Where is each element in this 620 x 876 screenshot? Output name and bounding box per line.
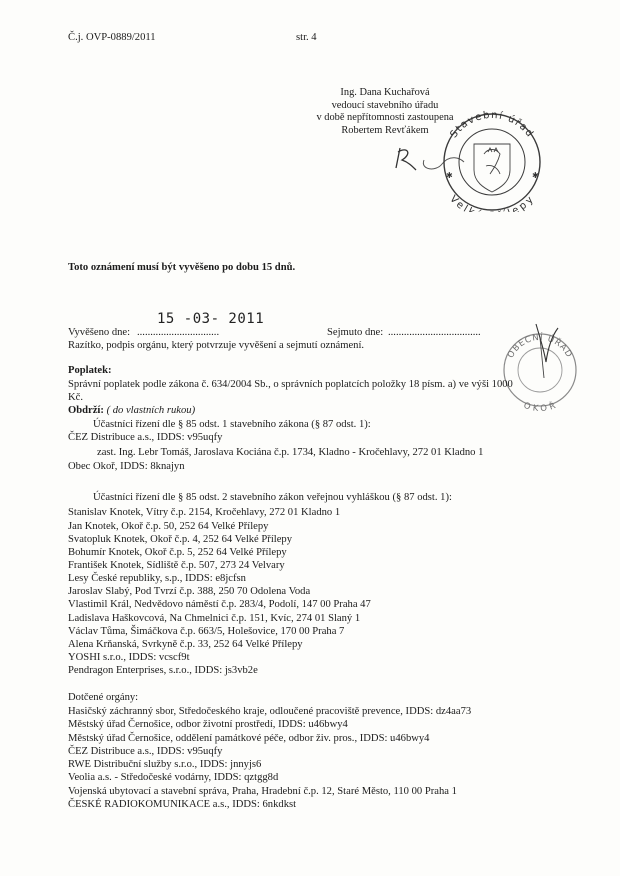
svg-text:✱: ✱: [446, 171, 453, 180]
group3-item: Hasičský záchranný sbor, Středočeského kraje, odloučené pracoviště prevence, IDDS: dz4aa73: [68, 706, 472, 717]
stamp-top-ring-text: Stavební úřad: [448, 109, 536, 141]
group2-item: Svatopluk Knotek, Okoř č.p. 4, 252 64 Velké Přílepy: [68, 534, 293, 545]
group2-item: Pendragon Enterprises, s.r.o., IDDS: js3vb2e: [68, 665, 258, 676]
group2-item: Ladislava Haškovcová, Na Chmelnici č.p. 151, Kvíc, 274 01 Slaný 1: [68, 613, 361, 624]
group3-item: Veolia a.s. - Středočeské vodárny, IDDS: qztgg8d: [68, 772, 279, 783]
group2-title: Účastníci řízení dle § 85 odst. 2 stavebního zákon veřejnou vyhláškou (§ 87 odst. 1):: [93, 492, 452, 503]
signatory-deputy: Robertem Revťákem: [341, 124, 429, 136]
removed-label: Sejmuto dne:: [327, 327, 384, 338]
group2-item: Václav Tůma, Šimáčkova č.p. 663/5, Holešovice, 170 00 Praha 7: [68, 626, 345, 637]
posting-notice: Toto oznámení musí být vyvěšeno po dobu 15 dnů.: [68, 262, 296, 273]
posted-label: Vyvěšeno dne:: [68, 327, 131, 338]
page-number: str. 4: [296, 32, 317, 43]
group2-item: YOSHI s.r.o., IDDS: vcscf9t: [68, 652, 190, 663]
svg-text:✱: ✱: [532, 171, 539, 180]
svg-text:OBECNÍ ÚŘAD: [506, 331, 574, 360]
posted-date-handstamp: 15 -03- 2011: [157, 311, 265, 327]
municipal-stamp-top-text: OBECNÍ ÚŘAD: [505, 332, 575, 360]
group2-item: Jan Knotek, Okoř č.p. 50, 252 64 Velké Přílepy: [68, 521, 269, 532]
signatory-absence: v době nepřítomnosti zastoupena: [316, 112, 454, 123]
group1-item: zast. Ing. Lebr Tomáš, Jaroslava Kociána č.p. 1734, Kladno - Kročehlavy, 272 01 Kladno 1: [97, 447, 484, 458]
group1-title: Účastníci řízení dle § 85 odst. 1 stavebního zákona (§ 87 odst. 1):: [93, 419, 371, 430]
group3-item: ČESKÉ RADIOKOMUNIKACE a.s., IDDS: 6nkdkst: [68, 799, 297, 810]
fee-line-2: Kč.: [68, 392, 84, 403]
fee-line-1: Správní poplatek podle zákona č. 634/2004 Sb., o správních poplatcích položky 18 písm. a) ve výši 1000: [68, 379, 513, 390]
group2-item: Stanislav Knotek, Vítry č.p. 2154, Kročehlavy, 272 01 Kladno 1: [68, 507, 341, 518]
stamp-note: Razítko, podpis orgánu, který potvrzuje vyvěšení a sejmutí oznámení.: [68, 340, 365, 351]
group3-item: ČEZ Distribuce a.s., IDDS: v95uqfy: [68, 746, 223, 757]
svg-text:Velké Přílepy: [447, 194, 536, 212]
stamp-seal-icon: [432, 108, 552, 212]
group3-title: Dotčené orgány:: [68, 692, 139, 703]
municipal-office-stamp: [500, 318, 580, 414]
stamp-seal-icon: [500, 318, 580, 414]
svg-text:OKOŘ: [522, 400, 558, 414]
municipal-stamp-bottom-text: OKOŘ: [522, 400, 558, 414]
stamp-bottom-ring-text: Vel epy: [447, 193, 537, 212]
document-reference: Č.j. OVP-0889/2011: [68, 32, 156, 43]
recipients-heading-row: [68, 404, 195, 417]
group3-item: Vojenská ubytovací a stavební správa, Praha, Hradební č.p. 12, Staré Město, 110 00 Praha 1: [68, 786, 457, 797]
building-office-stamp: [432, 108, 552, 212]
group2-item: Bohumír Knotek, Okoř č.p. 5, 252 64 Velké Přílepy: [68, 547, 287, 558]
group2-item: František Knotek, Sídliště č.p. 507, 273 24 Velvary: [68, 560, 285, 571]
fee-heading: Poplatek:: [68, 365, 112, 376]
group1-item: ČEZ Distribuce a.s., IDDS: v95uqfy: [68, 432, 223, 443]
group2-item: Jaroslav Slabý, Pod Tvrzí č.p. 388, 250 70 Odolena Voda: [68, 586, 311, 597]
recipients-heading: Obdrží:: [68, 405, 104, 416]
group2-item: Lesy České republiky, s.p., IDDS: e8jcfsn: [68, 573, 246, 584]
posted-dots: ...............................: [137, 327, 220, 338]
recipients-heading-note: ( do vlastních rukou): [106, 405, 196, 416]
signatory-role: vedoucí stavebního úřadu: [331, 99, 439, 111]
svg-text:Stavební úřad: [448, 110, 535, 140]
group3-item: RWE Distribuční služby s.r.o., IDDS: jnnyjs6: [68, 759, 262, 770]
group1-item: Obec Okoř, IDDS: 8knajyn: [68, 461, 185, 472]
group3-item: Městský úřad Černošice, odbor životní prostředí, IDDS: u46bwy4: [68, 719, 348, 730]
group2-item: Vlastimil Král, Nedvědovo náměstí č.p. 283/4, Podolí, 147 00 Praha 47: [68, 599, 371, 610]
removed-dots: ...................................: [388, 327, 481, 338]
group3-item: Městský úřad Černošice, oddělení památkové péče, odbor živ. pros., IDDS: u46bwy4: [68, 733, 430, 744]
group2-item: Alena Krňanská, Svrkyně č.p. 33, 252 64 Velké Přílepy: [68, 639, 303, 650]
signatory-name: Ing. Dana Kuchařová: [340, 87, 430, 98]
